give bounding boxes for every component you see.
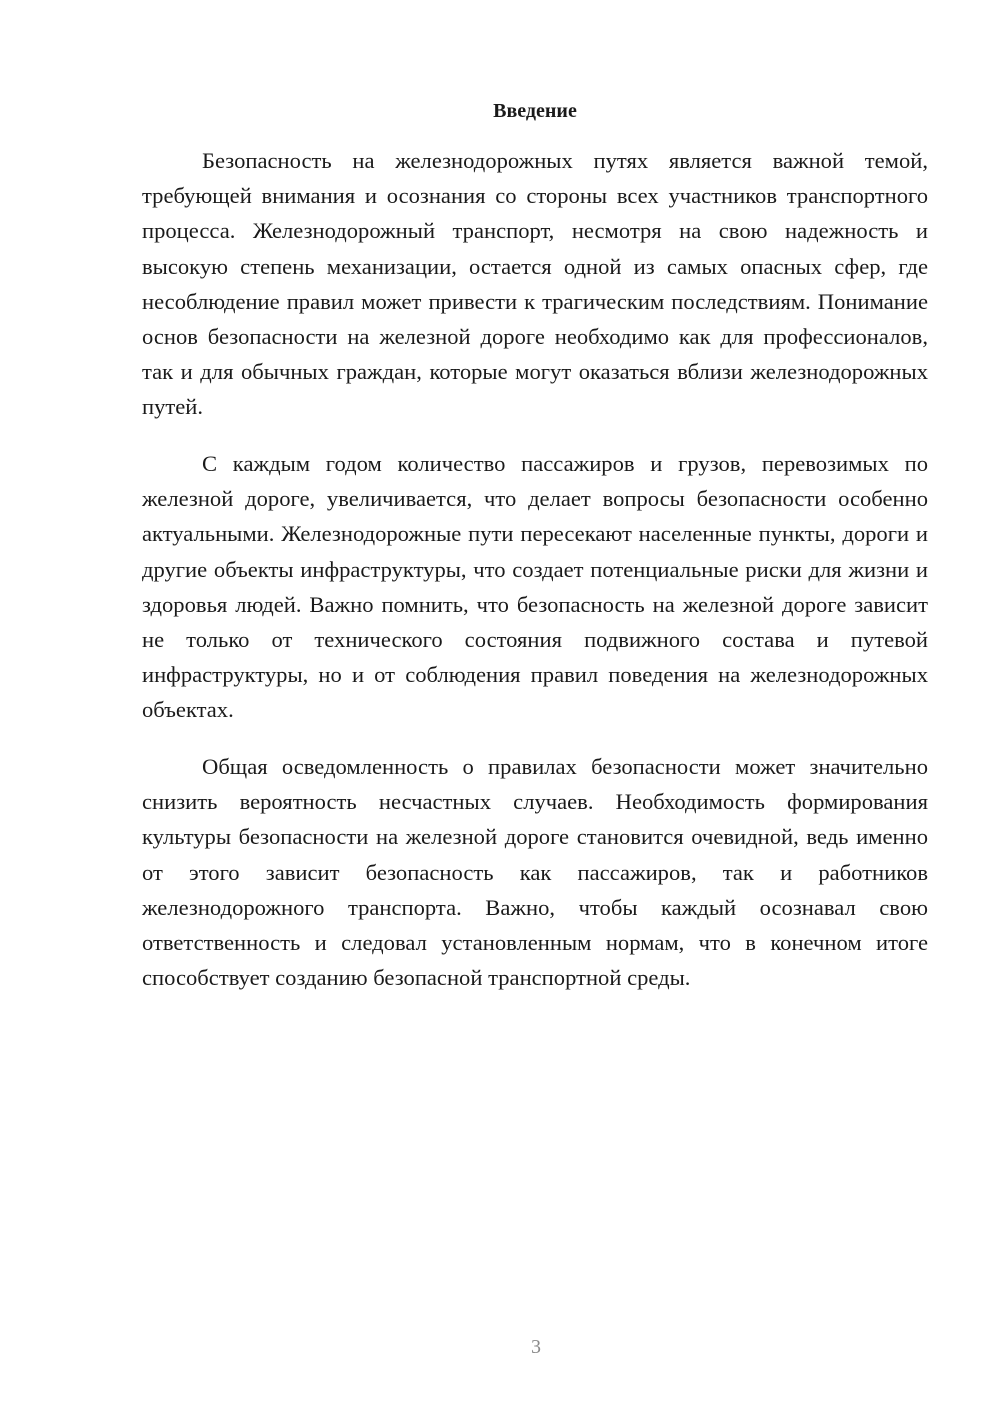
page-number: 3 [531,1336,541,1358]
body-paragraph: Безопасность на железнодорожных путях является важной темой, требующей внимания и осознания со стороны всех участников транспортного процесса. Железнодорожный транспорт, несмотря на свою надежность и высокую степень механизации, остается одной из самых опасных сфер, где несоблюдение правил может привести к трагическим последствиям. Понимание основ безопасности на железной дороге необходимо как для профессионалов, так и для обычных граждан, которые могут оказаться вблизи железнодорожных путей. [142,148,928,420]
body-paragraph: С каждым годом количество пассажиров и грузов, перевозимых по железной дороге, увеличивается, что делает вопросы безопасности особенно актуальными. Железнодорожные пути пересекают населенные пункты, дороги и другие объекты инфраструктуры, что создает потенциальные риски для жизни и здоровья людей. Важно помнить, что безопасность на железной дороге зависит не только от технического состояния подвижного состава и путевой инфраструктуры, но и от соблюдения правил поведения на железнодорожных объектах. [142,451,928,723]
section-heading: Введение [493,100,577,122]
body-paragraph: Общая осведомленность о правилах безопасности может значительно снизить вероятность несчастных случаев. Необходимость формирования культуры безопасности на железной дороге становится очевидной, ведь именно от этого зависит безопасность как пассажиров, так и работников железнодорожного транспорта. Важно, чтобы каждый осознавал свою ответственность и следовал установленным нормам, что в конечном итоге способствует созданию безопасной транспортной среды. [142,754,928,991]
